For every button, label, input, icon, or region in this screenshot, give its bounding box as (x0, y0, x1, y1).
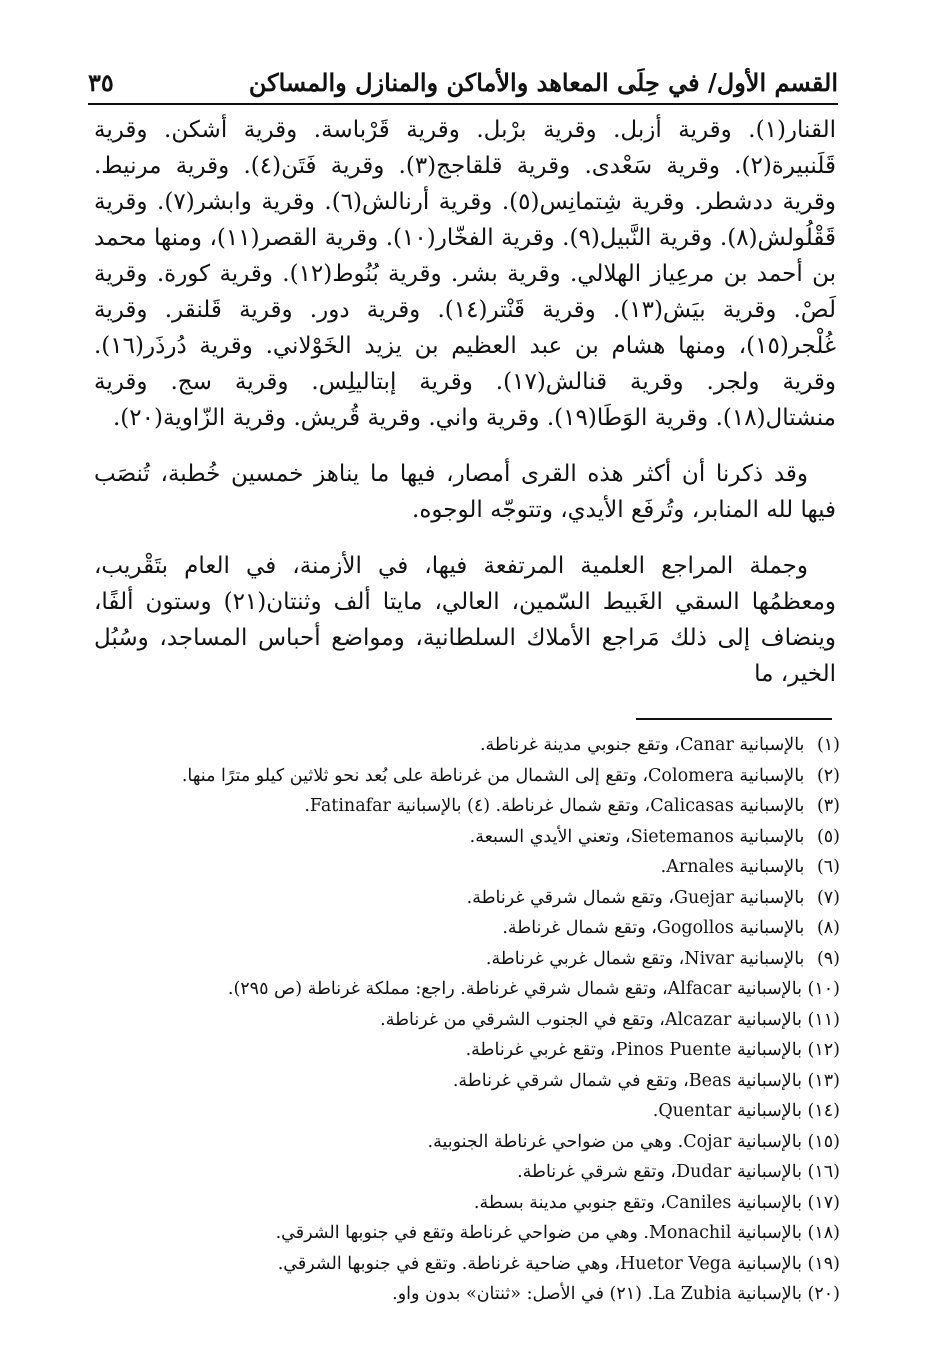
running-title: القسم الأول/ في حِلَى المعاهد والأماكن والمنازل والمساكن (248, 67, 838, 97)
paragraph: وقد ذكرنا أن أكثر هذه القرى أمصار، فيها ما يناهز خمسين خُطبة، تُنصَب فيها لله المنابر، وتُرفَع الأيدي، وتتوجّه الوجوه. (94, 461, 836, 523)
footnote-number: (١٤) (807, 1101, 840, 1121)
footnote-text: بالإسبانية Beas، وتقع في شمال شرقي غرناطة. (452, 1070, 802, 1091)
footnote-rule (636, 718, 832, 720)
footnote (150, 1127, 840, 1158)
footnote-text: بالإسبانية Sietemanos، وتعني الأيدي السبعة. (469, 826, 805, 847)
footnote-number: (٢٠) (807, 1284, 840, 1304)
footnote (150, 1218, 840, 1249)
footnote-number: (٩) (816, 948, 840, 969)
footnote-text: بالإسبانية Gogollos، وتقع شمال غرناطة. (502, 918, 805, 938)
footnote (150, 1188, 840, 1219)
footnote-number: (١٩) (807, 1253, 840, 1274)
footnote-number: (٥) (816, 826, 840, 847)
footnote (150, 944, 840, 975)
footnote-text: بالإسبانية Canar، وتقع جنوبي مدينة غرناطة. (479, 735, 805, 755)
footnote (150, 913, 840, 944)
footnote-text: بالإسبانية Cojar. وهي من ضواحي غرناطة الجنوبية. (427, 1131, 802, 1152)
footnote-number: (١٣) (807, 1070, 840, 1091)
footnote-number: (١٢) (807, 1040, 840, 1060)
main-text (94, 112, 836, 712)
paragraph: القنار(١). وقرية أزبل. وقرية برْبل. وقرية قَرْباسة. وقرية أشكن. وقرية قَلَنبيرة(٢). وقرية سَعْدى. وقرية قلقاجج(٣). وقرية فَتَن(٤). وقرية مرنيط. وقرية ددشطر. وقرية شِتمانِس(٥). وقرية أرنالش(٦). وقرية وابشر(٧). وقرية قَقْلُولش(٨). وقرية النَّبيل(٩). وقرية الفخّار(١٠). وقرية القصر(١١)، ومنها محمد بن أحمد بن مرعِياز الهلالي. وقرية بشر. وقرية بُنُوط(١٢). وقرية كورة. وقرية لَصْ. وقرية بيَش(١٣). وقرية قَنْتر(١٤). وقرية دور. وقرية قَلنقر. وقرية غُلْجر(١٥)، ومنها هشام بن عبد العظيم بن يزيد الخَوْلاني. وقرية دُرذَر(١٦). وقرية ولجر. وقرية قنالش(١٧). وقرية إبتاليلِس. وقرية سج. وقرية منشتال(١٨). وقرية الوَطَا(١٩). وقرية واني. وقرية قُريش. وقرية الزّاوية(٢٠). (94, 117, 837, 431)
footnote-text: بالإسبانية Alcazar، وتقع في الجنوب الشرقي من غرناطة. (380, 1009, 802, 1030)
footnote-number: (٣) (816, 796, 840, 816)
footnote (150, 1279, 840, 1310)
footnote-number: (٢) (816, 765, 840, 786)
footnotes (150, 730, 840, 1340)
footnote (150, 822, 840, 853)
footnote-text: بالإسبانية Pinos Puente، وتقع غربي غرناطة. (465, 1040, 802, 1060)
footnote-text: بالإسبانية Nivar، وتقع شمال غربي غرناطة. (485, 948, 805, 969)
footnote-text: بالإسبانية Monachil. وهي من ضواحي غرناطة وتقع في جنوبها الشرقي. (275, 1223, 802, 1243)
footnote (150, 1035, 840, 1066)
footnote-number: (٧) (816, 887, 840, 908)
footnote-text: بالإسبانية Guejar، وتقع شمال شرقي غرناطة. (466, 887, 805, 908)
footnote-number: (١٧) (807, 1192, 840, 1213)
footnote-text: بالإسبانية Alfacar، وتقع شمال شرقي غرناطة. راجع: مملكة غرناطة (ص ٢٩٥). (227, 979, 802, 999)
footnote (150, 883, 840, 914)
footnote-number: (٨) (816, 918, 840, 938)
footnote-text: بالإسبانية Colomera، وتقع إلى الشمال من غرناطة على بُعد نحو ثلاثين كيلو مترًا منها. (181, 765, 805, 786)
footnote (150, 852, 840, 883)
header-rule (88, 103, 838, 105)
footnote-text: بالإسبانية Quentar. (652, 1101, 802, 1121)
page-header (88, 62, 838, 102)
footnote (150, 1066, 840, 1097)
footnote-number: (١٥) (807, 1131, 840, 1152)
footnote (150, 974, 840, 1005)
footnote-number: (١٨) (807, 1223, 840, 1243)
footnote (150, 730, 840, 761)
footnote-number: (١٦) (807, 1162, 840, 1182)
footnote-text: بالإسبانية La Zubia. (٢١) في الأصل: «ثنتان» بدون واو. (392, 1284, 802, 1304)
paragraph: وجملة المراجع العلمية المرتفعة فيها، في الأزمنة، في العام بتَقْريب، ومعظمُها السقي الغَبيط السّمين، العالي، مايتا ألف وثنتان(٢١) وستون ألفًا، وينضاف إلى ذلك مَراجع الأملاك السلطانية، ومواضع أحباس المساجد، وسُبُل الخير، ما (94, 553, 837, 687)
footnote (150, 1096, 840, 1127)
footnote (150, 761, 840, 792)
footnote-number: (٦) (816, 857, 840, 877)
footnote (150, 1157, 840, 1188)
footnote-number: (١٠) (807, 979, 840, 999)
footnote-text: بالإسبانية Caniles، وتقع جنوبي مدينة بسطة. (473, 1192, 802, 1213)
footnote-number: (١١) (807, 1009, 840, 1030)
footnote-text: بالإسبانية Calicasas، وتقع شمال غرناطة. (٤) بالإسبانية Fatinafar. (304, 796, 805, 816)
footnote-text: بالإسبانية Arnales. (660, 857, 805, 877)
footnote-number: (١) (816, 735, 840, 755)
footnote (150, 1310, 840, 1341)
footnote (150, 791, 840, 822)
page-number: ٣٥ (88, 67, 114, 97)
footnote (150, 1249, 840, 1280)
footnote-text: بالإسبانية Dudar، وتقع شرقي غرناطة. (517, 1162, 802, 1182)
footnote-text: بالإسبانية Huetor Vega، وهي ضاحية غرناطة. وتقع في جنوبها الشرقي. (277, 1253, 802, 1274)
footnote (150, 1005, 840, 1036)
